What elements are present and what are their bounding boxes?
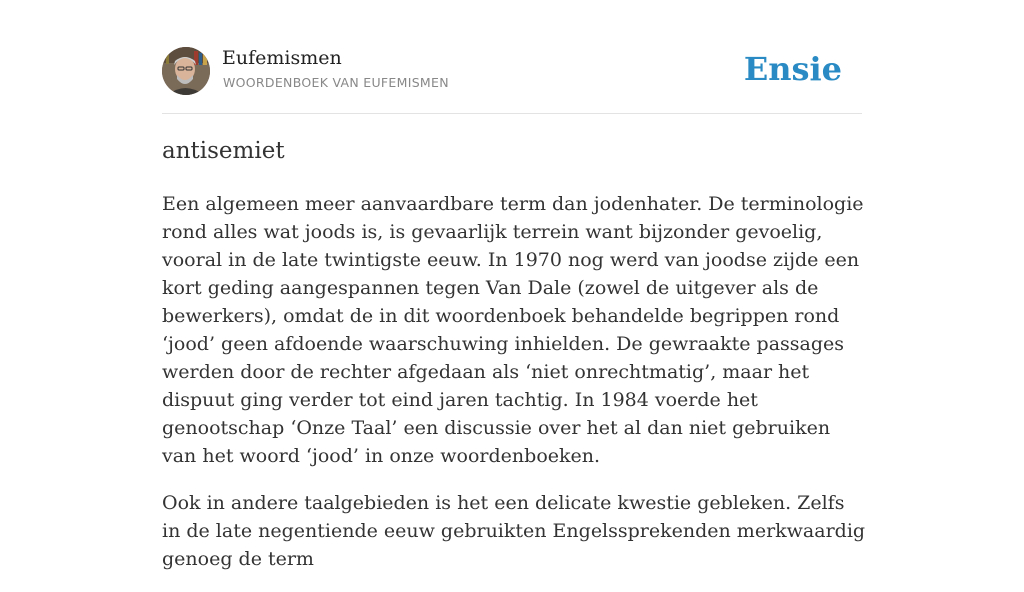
author-avatar[interactable] bbox=[162, 47, 210, 95]
ensie-logo-link[interactable]: Ensie bbox=[743, 50, 842, 88]
entry-header bbox=[162, 46, 862, 96]
entry-paragraph: Ook in andere taalgebieden is het een delicate kwestie gebleken. Zelfs in de late negentiende eeuw gebruikten Engelssprekenden merkwaardig genoeg de term bbox=[162, 492, 866, 570]
entry-paragraph: Een algemeen meer aanvaardbare term dan jodenhater. De terminologie rond alles wat joods is, is gevaarlijk terrein want bijzonder gevoelig, vooral in de late twintigste eeuw. In 1970 nog werd van joodse zijde een kort geding aangespannen tegen Van Dale (zowel de uitgever als de bewerkers), omdat de in dit woordenboek behandelde begrippen rond ‘jood’ geen afdoende waarschuwing inhielden. De gewraakte passages werden door de rechter afgedaan als ‘niet onrechtmatig’, maar het dispuut ging verder tot eind jaren tachtig. In 1984 voerde het genootschap ‘Onze Taal’ een discussie over het al dan niet gebruiken van het woord ‘jood’ in onze woordenboeken. bbox=[162, 193, 864, 467]
avatar-image bbox=[162, 47, 210, 95]
source-subtitle[interactable]: WOORDENBOEK VAN EUFEMISMEN bbox=[223, 75, 449, 90]
header-divider bbox=[162, 113, 862, 114]
entry-body bbox=[162, 190, 866, 592]
source-title[interactable]: Eufemismen bbox=[222, 47, 342, 69]
entry-term: antisemiet bbox=[162, 138, 285, 164]
